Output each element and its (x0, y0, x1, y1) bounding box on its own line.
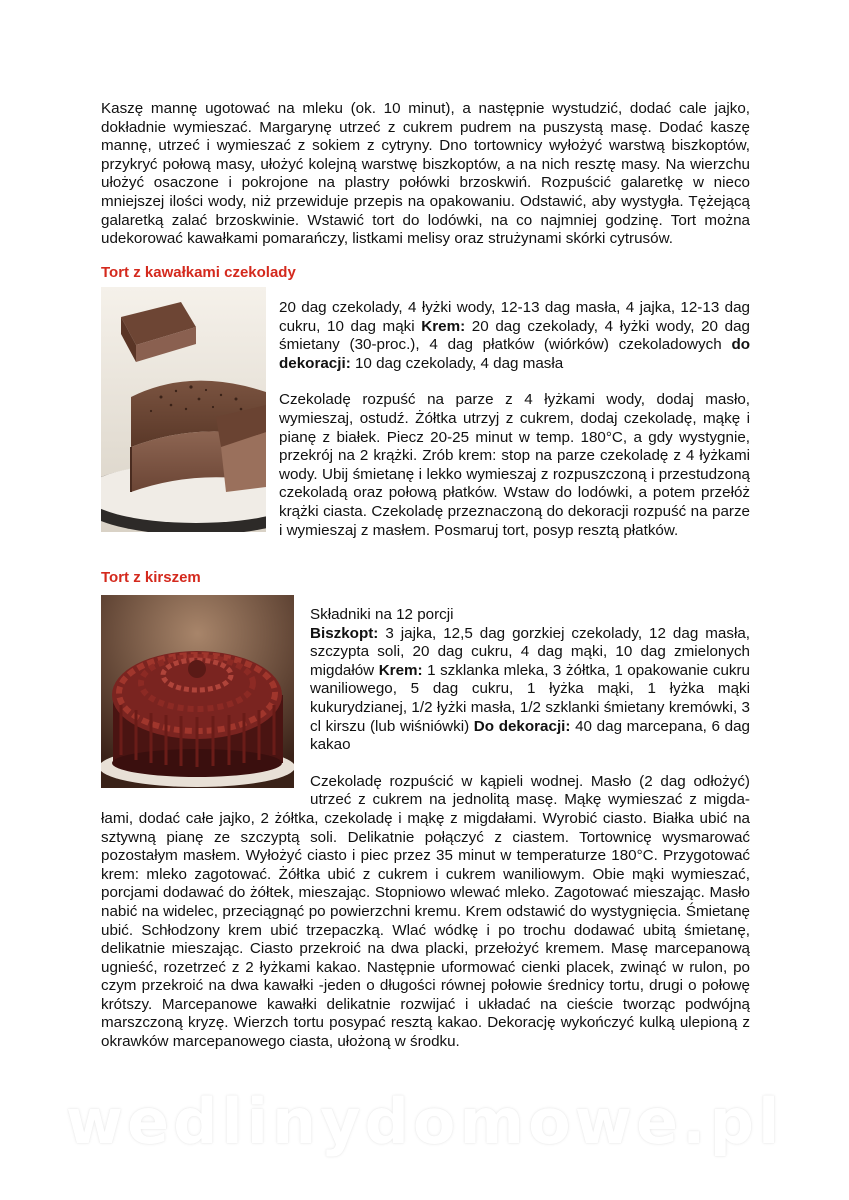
ingredients-part-a: 3 jajka, 12,5 dag gorzkiej czekolady, 12 dag masła, szczypta soli, 20 dag cukru, 4 dag mąki, 10 dag zmielonych migdałów (310, 624, 750, 679)
recipe-2-title: Tort z kirszem (101, 569, 201, 586)
image-spacer (101, 299, 279, 545)
intro-paragraph: Kaszę mannę ugotować na mleku (ok. 10 minut), a następnie wystudzić, dodać cale jajko, dokładnie wymieszać. Margarynę utrzeć z cukrem pudrem na puszystą masę. Dodać kaszę mannę, utrzeć i wymieszać z sokiem z cytryny. Dno tortownicy wyłożyć warstwą biszkoptów, przykryć połową masy, ułożyć kolejną warstwę biszkoptów, a na nich resztę masy. Na wierzchu ułożyć osaczone i pokrojone na plastry połówki brzoskwiń. Rozpuścić galaretkę w nieco mniejszej ilości wody, niż przewiduje przepis na opakowaniu. Odstawić, aby wystygła. Tężejącą galaretką zalać brzoskwinie. Wstawić tort do lodówki, na co najmniej godzinę. Tort można udekorować kawałkami pomarańczy, listkami melisy oraz strużynami skórki cytrusów. (101, 100, 750, 248)
ingredients-part-a: 20 dag czekolady, 4 łyżki wody, 12-13 dag masła, 4 jajka, 12-13 dag cukru, 10 dag mąki (279, 299, 750, 335)
recipe-1-title: Tort z kawałkami czekolady (101, 264, 296, 281)
sponge-label: Biszkopt: (310, 624, 379, 642)
servings-line: Składniki na 12 porcji (310, 606, 454, 623)
ingredients-part-c: 40 dag marcepana, 6 dag kakao (310, 717, 750, 754)
cream-label: Krem: (421, 317, 466, 335)
ingredients-part-b: 20 dag czekolady, 4 łyżki wody, 20 dag śmietany (30-proc.), 4 dag płatków (wiórków) czekoladowych (279, 317, 750, 354)
recipe-2-body (101, 606, 750, 1052)
watermark: wedlinydomowe.pl (65, 1085, 784, 1158)
ingredients-part-c: 10 dag czekolady, 4 dag masła (350, 354, 564, 372)
decoration-label: Do dekoracji: (473, 717, 571, 735)
ingredients-part-b: 1 szklanka mleka, 3 żółtka, 1 opakowanie cukru waniliowego, 5 dag cukru, 1 łyżka mąki, 1 łyżka mąki kukurydzianej, 1/2 łyżki masła, 1/2 szklanki śmietany kremówki, 3 cl kirszu (lub wiśniówki) (310, 661, 751, 735)
recipe-1-method: Czekoladę rozpuść na parze z 4 łyżkami wody, dodaj masło, wymieszaj, ostudź. Żółtka utrzyj z cukrem, dodaj czekoladę, mąkę i pianę z białek. Piecz 20-25 minut w temp. 180°C, a gdy wystygnie, przekrój na 2 krążki. Zrób krem: stop na parze czekoladę z 4 łyżkami wody. Ubij śmietanę i lekko wymieszaj z rozpuszczoną i przestudzoną czekoladą oraz połową płatków. Wstaw do lodówki, a potem przełóż krążki ciasta. Czekoladę przeznaczoną do dekoracji rozpuść na parze i wymieszaj z masłem. Posmaruj tort, posyp resztą płatków. (279, 391, 750, 539)
image-spacer (101, 606, 310, 798)
cream-label: Krem: (378, 661, 423, 679)
decoration-label: do dekoracji: (279, 336, 750, 372)
recipe-2-method: Czekoladę rozpuścić w kąpieli wodnej. Masło (2 dag odłożyć) utrzeć z cukrem na jednolitą masę. Mąkę wymieszać z migda-łami, dodać całe jajko, 2 żółtka, czekoladę i mąkę z migdałami. Wyrobić ciasto. Białka ubić na sztywną pianę ze szczyptą soli. Delikatnie połączyć z ciastem. Tortownicę wysmarować pozostałym masłem. Wyłożyć ciasto i piec przez 35 minut w temperaturze 180°C. Przygotować krem: mleko zagotować. Żółtka ubić z cukrem i cukrem waniliowym. Obie mąki wymieszać, porcjami dodawać do żółtek, mieszając. Stopniowo wlewać mleko. Zagotować mieszając. Masło nabić na widelec, przeciągnąć po powierzchni kremu. Krem odstawić do wystygnięcia. Śmietanę ubić. Schłodzony krem ubić trzepaczką. Wlać wódkę i po trochu dodawać ubitą śmietanę, delikatnie mieszając. Ciasto przekroić na dwa placki, przełożyć kremem. Masę marcepanową ugnieść, rozetrzeć z 2 łyżkami kakao. Następnie uformować cienki placek, zwinąć w rulon, po czym przekroić na dwa kawałki -jeden o długości równej połowie średnicy tortu, drugi o połowę krótszy. Marcepanowe kawałki delikatnie rozwijać i układać na cieście tworząc podwójną marszczoną kryzę. Wierzch tortu posypać resztą kakao. Dekorację wykończyć kulką ulepioną z okrawków marcepanowego ciasta, ułożoną w środku. (101, 772, 750, 1051)
recipe-1-body (101, 299, 750, 545)
